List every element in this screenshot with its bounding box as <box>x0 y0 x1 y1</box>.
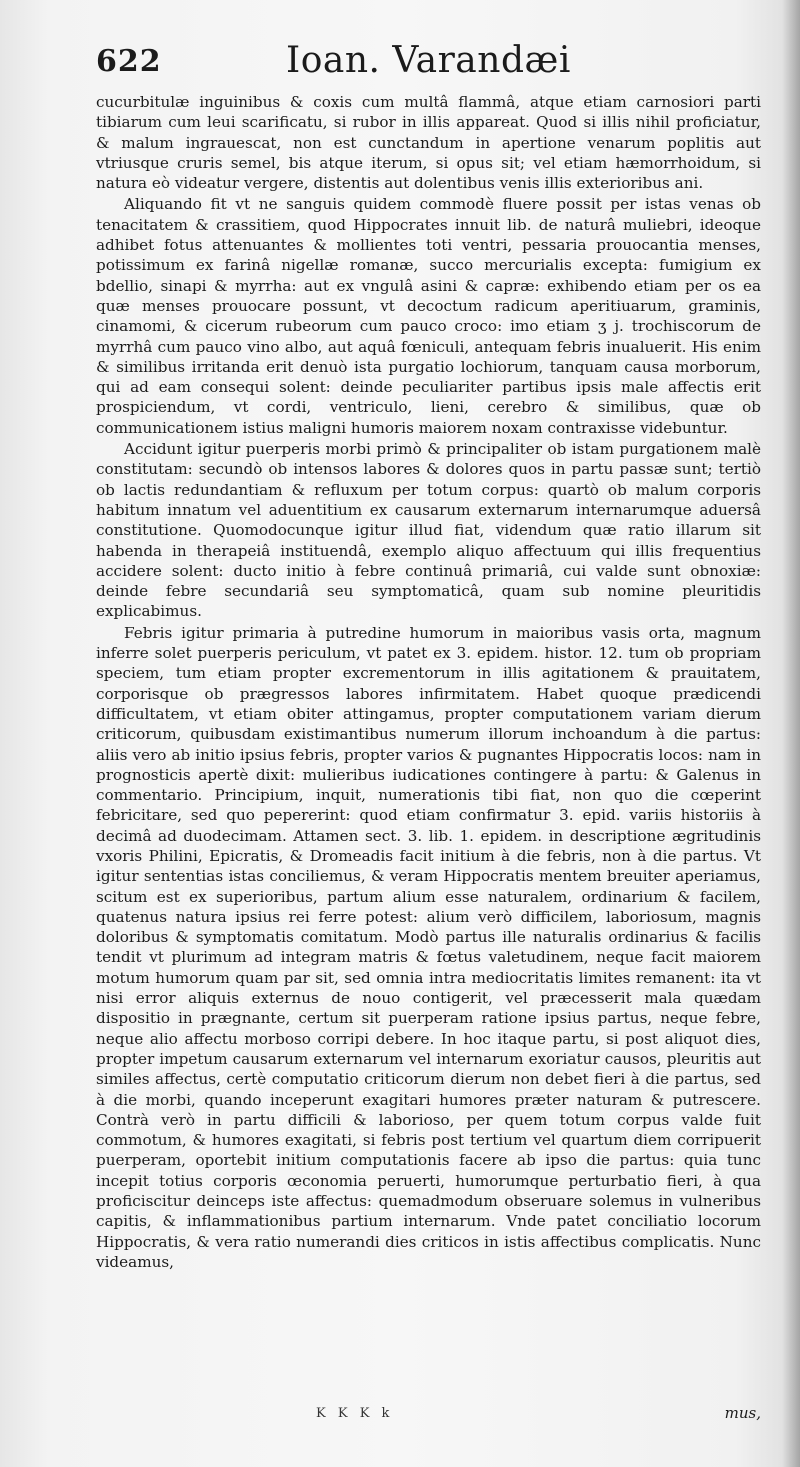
page-number: 622 <box>96 44 162 79</box>
page-edge-shadow <box>782 0 800 1467</box>
paragraph: cucurbitulæ inguinibus & coxis cum multâ flammâ, atque etiam carnosiori parti tibiarum cum leui scarificatu, si rubor in illis appareat. Quod si illis nihil proficiatur, & malum ingrauescat, non est cunctandum in apertione venarum poplitis aut vtriusque cruris semel, bis atque iterum, si opus sit; vel etiam hæmorrhoidum, si natura eò videatur vergere, distentis aut dolentibus venis illis exterioribus ani. <box>96 93 761 193</box>
paragraph: Accidunt igitur puerperis morbi primò & principaliter ob istam purgationem malè constitutam: secundò ob intensos labores & dolores quos in partu passæ sunt; tertiò ob lactis redundantiam & refluxum per totum corpus: quartò ob malum corporis habitum innatum vel aduentitium ex causarum externarum internarumque aduersâ constitutione. Quomodocunque igitur illud fiat, videndum quæ ratio illarum sit habenda in therapeiâ instituendâ, exemplo aliquo affectuum qui illis frequentius accidere solent: ducto initio à febre continuâ primariâ, cui valde sunt obnoxiæ: deinde febre secundariâ seu symptomaticâ, quam sub nomine pleuritidis explicabimus. <box>96 440 761 621</box>
page-header <box>96 38 756 90</box>
paragraph: Febris igitur primaria à putredine humorum in maioribus vasis orta, magnum inferre solet puerperis periculum, vt patet ex 3. epidem. histor. 12. tum ob propriam speciem, tum etiam propter excrementorum in illis agitationem & prauitatem, corporisque ob prægressos labores infirmitatem. Habet quoque prædicendi difficultatem, vt etiam obiter attingamus, propter computationem variam dierum criticorum, quibusdam existimantibus numerum illorum inchoandum à die partus: aliis vero ab initio ipsius febris, propter varios & pugnantes Hippocratis locos: nam in prognosticis apertè dixit: mulieribus iudicationes contingere à partu: & Galenus in commentario. Principium, inquit, numerationis tibi fiat, non quo die cœperint febricitare, sed quo pepererint: quod etiam confirmatur 3. epid. variis historiis à decimâ ad duodecimam. Attamen sect. 3. lib. 1. epidem. in descriptione ægritudinis vxoris Philini, Epicratis, & Dromeadis facit initium à die febris, non à die partus. Vt igitur sententias istas conciliemus, & veram Hippocratis mentem breuiter aperiamus, scitum est ex superioribus, partum alium esse naturalem, ordinarium & facilem, quatenus natura ipsius rei ferre potest: alium verò difficilem, laboriosum, magnis doloribus & symptomatis comitatum. Modò partus ille naturalis ordinarius & facilis tendit vt plurimum ad integram matris & fœtus valetudinem, neque facit maiorem motum humorum quam par sit, sed omnia intra mediocritatis limites remanent: ita vt nisi error aliquis externus de nouo contigerit, vel præcesserit mala quædam dispositio in prægnante, certum sit puerperam ratione ipsius partus, neque febre, neque alio affectu morboso corripi debere. In hoc itaque partu, si post aliquot dies, propter impetum causarum externarum vel internarum exoriatur causos, pleuritis aut similes affectus, certè computatio criticorum dierum non debet fieri à die partus, sed à die morbi, quando inceperunt exagitari humores præter naturam & putrescere. Contrà verò in partu difficili & laborioso, per quem totum corpus valde fuit commotum, & humores exagitati, si febris post tertium vel quartum diem corripuerit puerperam, oportebit initium computationis facere ab ipso die partus: quia tunc incepit totius corporis œconomia peruerti, humorumque perturbatio fieri, à qua proficiscitur deinceps iste affectus: quemadmodum obseruare solemus in vulneribus capitis, & inflammationibus partium internarum. Vnde patet conciliatio locorum Hippocratis, & vera ratio numerandi dies criticos in istis affectibus complicatis. Nunc videamus, <box>96 623 761 1271</box>
signature-mark: K K K k <box>316 1406 394 1421</box>
page-footer <box>96 1404 761 1444</box>
paragraph: Aliquando fit vt ne sanguis quidem commodè fluere possit per istas venas ob tenacitatem & crassitiem, quod Hippocrates innuit lib. de naturâ muliebri, ideoque adhibet fotus attenuantes & mollientes toti ventri, pessaria prouocantia menses, potissimum ex farinâ nigellæ romanæ, succo mercurialis excepta: fumigium ex bdellio, sinapi & myrrha: aut ex vngulâ asini & capræ: exhibendo etiam per os ea quæ menses prouocare possunt, vt decoctum radicum aperitiuarum, graminis, cinamomi, & cicerum rubeorum cum pauco croco: imo etiam ʒ j. trochiscorum de myrrhâ cum pauco vino albo, aut aquâ fœniculi, antequam febris inualuerit. His enim & similibus irritanda erit denuò ista purgatio lochiorum, tanquam causa morborum, qui ad eam consequi solent: deinde peculiariter partibus ipsis male affectis erit prospiciendum, vt cordi, ventriculo, lieni, cerebro & similibus, quæ ob communicationem istius maligni humoris maiorem noxam contraxisse videbuntur. <box>96 195 761 437</box>
running-title: Ioan. Varandæi <box>286 40 571 81</box>
catchword: mus, <box>724 1404 761 1422</box>
body-text <box>96 92 761 1273</box>
